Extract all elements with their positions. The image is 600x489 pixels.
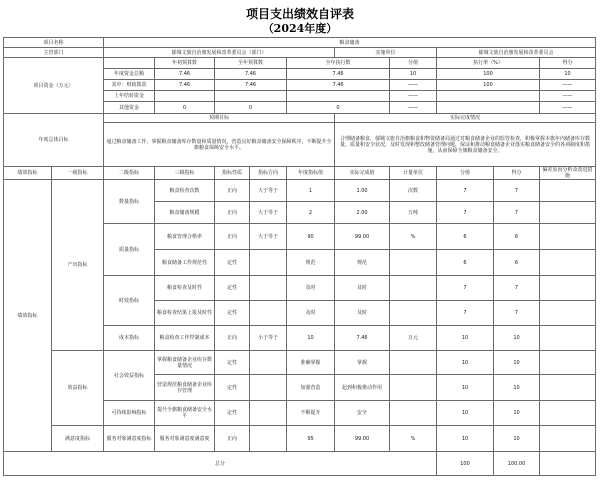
target-value: 不断提升 [287, 401, 335, 426]
target-value: 及时 [287, 301, 335, 326]
level2-indicator: 社会效益指标 [104, 351, 155, 401]
funds-cell [155, 91, 215, 102]
indicator-nature: 正向 [215, 326, 250, 351]
score-got: 10 [494, 426, 540, 452]
indicator-header: 计量单位 [390, 167, 437, 180]
total-row [4, 452, 596, 476]
expected-goal-header: 预期目标 [104, 114, 335, 123]
funds-cell: —— [390, 91, 437, 102]
funds-row-label: 年度资金总额 [104, 69, 155, 80]
project-name-row [4, 38, 596, 48]
score-weight: 10 [437, 351, 494, 375]
indicator-nature: 正向 [215, 180, 250, 202]
deviation-note [540, 250, 596, 276]
goals-header-row [4, 114, 596, 123]
level2-indicator: 数量指标 [104, 180, 155, 224]
indicator-name: 粮食检查工作控制成本 [155, 326, 215, 351]
indicator-header: 指标方向 [250, 167, 287, 180]
actual-result-header: 实际完成情况 [335, 114, 596, 123]
indicator-header: 得分 [494, 167, 540, 180]
target-value: 准确掌握 [287, 351, 335, 375]
funds-row-label: 其他资金 [104, 102, 155, 114]
indicator-direction [250, 375, 287, 401]
actual-value: 99.00 [335, 224, 390, 250]
indicator-row [4, 180, 596, 202]
score-weight: 10 [437, 401, 494, 426]
funds-cell: 7.46 [215, 80, 287, 91]
funds-header: 全年预算数 [215, 58, 287, 69]
indicator-direction: 大于等于 [250, 180, 287, 202]
indicator-header: 一级指标 [52, 167, 104, 180]
funds-header: 年初预算数 [155, 58, 215, 69]
indicator-nature: 定性 [215, 301, 250, 326]
score-got: 10 [494, 326, 540, 351]
funds-cell: —— [540, 80, 596, 91]
project-name-value: 粮食储备 [104, 38, 596, 48]
indicator-name: 掌握粮食储备企业库存数量情况 [155, 351, 215, 375]
indicator-header: 实际完成值 [335, 167, 390, 180]
indicator-row [4, 351, 596, 375]
indicator-header: 年度指标值 [287, 167, 335, 180]
target-value: 95 [287, 426, 335, 452]
funds-cell [215, 91, 287, 102]
funds-cell: 100 [437, 80, 540, 91]
unit: 次数 [390, 180, 437, 202]
level1-indicator: 满意度指标 [52, 426, 104, 452]
deviation-note [540, 180, 596, 202]
department-value: 郁城文旅自治旗发展和改革委员会（部门） [104, 48, 335, 58]
unit [390, 276, 437, 301]
funds-cell: 10 [540, 69, 596, 80]
score-weight: 10 [437, 375, 494, 401]
unit: % [390, 224, 437, 250]
actual-value: 安全 [335, 401, 390, 426]
target-value: 2 [287, 202, 335, 224]
score-got: 10 [494, 351, 540, 375]
actual-value: 及时 [335, 276, 390, 301]
indicator-nature: 定性 [215, 250, 250, 276]
indicator-name: 粮食检查次数 [155, 180, 215, 202]
deviation-note [540, 426, 596, 452]
level1-indicator: 产出指标 [52, 180, 104, 351]
unit-label: 实施单位 [335, 48, 437, 58]
funds-cell: —— [540, 102, 596, 114]
funds-row-label: 上年结转资金 [104, 91, 155, 102]
funds-cell: 7.46 [287, 69, 390, 80]
deviation-note [540, 224, 596, 250]
actual-value: 规范 [335, 250, 390, 276]
indicator-direction [250, 351, 287, 375]
indicator-header: 分值 [437, 167, 494, 180]
funds-cell: 0 [215, 102, 287, 114]
indicator-direction: 大于等于 [250, 202, 287, 224]
funds-cell: 0 [155, 102, 215, 114]
funds-blank [104, 58, 155, 69]
indicator-name: 粮食检查及时性 [155, 276, 215, 301]
actual-value: 1.00 [335, 180, 390, 202]
target-value: 10 [287, 326, 335, 351]
score-got: 7 [494, 202, 540, 224]
indicator-nature: 正向 [215, 202, 250, 224]
page-title: 项目支出绩效自评表 [245, 7, 354, 21]
actual-value: 及时 [335, 301, 390, 326]
indicator-direction [250, 426, 287, 452]
project-name-label: 项目名称 [4, 38, 104, 48]
funds-cell: 7.46 [155, 69, 215, 80]
actual-value: 99.00 [335, 426, 390, 452]
indicator-name: 提升全旗粮食储备安全水平 [155, 401, 215, 426]
score-weight: 6 [437, 250, 494, 276]
score-got: 6 [494, 250, 540, 276]
score-weight: 7 [437, 301, 494, 326]
funds-header-row [4, 58, 596, 69]
unit-value: 郁城文旅自治旗发展和改革委员会 [437, 48, 596, 58]
deviation-note [540, 375, 596, 401]
deviation-note [540, 401, 596, 426]
indicator-name: 粮食储备工作规范性 [155, 250, 215, 276]
target-value: 90 [287, 224, 335, 250]
funds-cell [437, 102, 540, 114]
expected-goal-text: 通过粮食储备工作，掌握粮食储备库存数量和质量情况，营造良好粮食储备安全保障秩序，不断提升全旗粮食保障安全水平。 [104, 123, 335, 167]
funds-cell [287, 91, 390, 102]
unit: 万元 [390, 326, 437, 351]
score-weight: 10 [437, 326, 494, 351]
funds-label: 项目资金（万元） [4, 58, 104, 114]
indicator-header-row [4, 167, 596, 180]
score-got: 7 [494, 276, 540, 301]
level2-indicator: 服务对象满意度指标 [104, 426, 155, 452]
indicator-nature: 定性 [215, 375, 250, 401]
funds-cell: —— [540, 91, 596, 102]
indicator-category: 绩效指标 [4, 180, 52, 452]
score-weight: 7 [437, 202, 494, 224]
target-value: 加强营造 [287, 375, 335, 401]
indicator-header: 绩效指标 [4, 167, 52, 180]
total-note [540, 452, 596, 476]
indicator-nature: 正向 [215, 224, 250, 250]
indicator-direction [250, 276, 287, 301]
deviation-note [540, 276, 596, 301]
target-value: 1 [287, 180, 335, 202]
score-got: 7 [494, 301, 540, 326]
score-weight: 6 [437, 224, 494, 250]
target-value: 及时 [287, 276, 335, 301]
actual-value: 起到积极推动作用 [335, 375, 390, 401]
page-subtitle: （2024年度） [262, 22, 338, 35]
indicator-name: 营造规范粮食储备企业库存管理 [155, 375, 215, 401]
indicator-header: 二级指标 [104, 167, 155, 180]
level1-indicator: 效益指标 [52, 351, 104, 426]
score-got: 6 [494, 224, 540, 250]
target-value: 规范 [287, 250, 335, 276]
total-label: 总分 [4, 452, 437, 476]
level2-indicator: 成本指标 [104, 326, 155, 351]
funds-cell: 100 [437, 69, 540, 80]
funds-cell: 7.46 [215, 69, 287, 80]
funds-header: 执行率（%） [437, 58, 540, 69]
level2-indicator: 质量指标 [104, 224, 155, 276]
indicator-name: 粮食管理合格率 [155, 224, 215, 250]
funds-header: 得分 [540, 58, 596, 69]
indicator-nature: 定性 [215, 351, 250, 375]
indicator-header: 偏差原因分析及改进措施 [540, 167, 596, 180]
indicator-nature: 定性 [215, 401, 250, 426]
actual-result-text: 合理储备粮食，郁城文旅自治旗粮食和物资储备局通过对粮食储备企业的监管检查，积极掌握本旗年内储备库存数量、质量和安全状况，及时发现和整改储备管理问题，保证和推动粮食储备企业落实粮食储备安全的各项制度和措施，从而保障全旗粮食储备安全。 [335, 123, 596, 167]
unit [390, 351, 437, 375]
indicator-direction: 小于等于 [250, 326, 287, 351]
deviation-note [540, 202, 596, 224]
unit [390, 301, 437, 326]
unit [390, 250, 437, 276]
deviation-note [540, 351, 596, 375]
funds-cell: 10 [390, 69, 437, 80]
indicator-direction: 大于等于 [250, 224, 287, 250]
funds-cell: 7.46 [155, 80, 215, 91]
funds-cell [437, 91, 540, 102]
funds-cell: —— [390, 80, 437, 91]
indicator-name: 粮食检查结果上报及时性 [155, 301, 215, 326]
funds-cell: —— [390, 102, 437, 114]
department-label: 主管部门 [4, 48, 104, 58]
unit: % [390, 426, 437, 452]
funds-cell: 0 [287, 102, 390, 114]
indicator-direction [250, 250, 287, 276]
unit [390, 401, 437, 426]
total-score: 100 [437, 452, 494, 476]
goals-label: 年度总体目标 [4, 114, 104, 167]
funds-header: 分值 [390, 58, 437, 69]
department-row [4, 48, 596, 58]
funds-row-label: 其中：财政拨款 [104, 80, 155, 91]
score-got: 7 [494, 180, 540, 202]
indicator-nature: 定性 [215, 276, 250, 301]
actual-value: 7.46 [335, 326, 390, 351]
indicator-direction [250, 401, 287, 426]
unit [390, 375, 437, 401]
score-got: 10 [494, 401, 540, 426]
deviation-note [540, 326, 596, 351]
unit: 万吨 [390, 202, 437, 224]
indicator-row [4, 426, 596, 452]
score-weight: 7 [437, 180, 494, 202]
level2-indicator: 可持续影响指标 [104, 401, 155, 426]
score-got: 10 [494, 375, 540, 401]
funds-cell: 7.46 [287, 80, 390, 91]
score-weight: 10 [437, 426, 494, 452]
score-weight: 7 [437, 276, 494, 301]
actual-value: 2.00 [335, 202, 390, 224]
actual-value: 掌握 [335, 351, 390, 375]
indicator-direction [250, 301, 287, 326]
indicator-nature: 正向 [215, 426, 250, 452]
deviation-note [540, 301, 596, 326]
indicator-header: 三级指标 [155, 167, 215, 180]
funds-header: 全年执行数 [287, 58, 390, 69]
indicator-name: 粮食储备规模 [155, 202, 215, 224]
total-got: 100.00 [494, 452, 540, 476]
level2-indicator: 时效指标 [104, 276, 155, 326]
indicator-header: 指标性质 [215, 167, 250, 180]
indicator-name: 服务对象满意度满意度 [155, 426, 215, 452]
evaluation-table [3, 37, 596, 476]
